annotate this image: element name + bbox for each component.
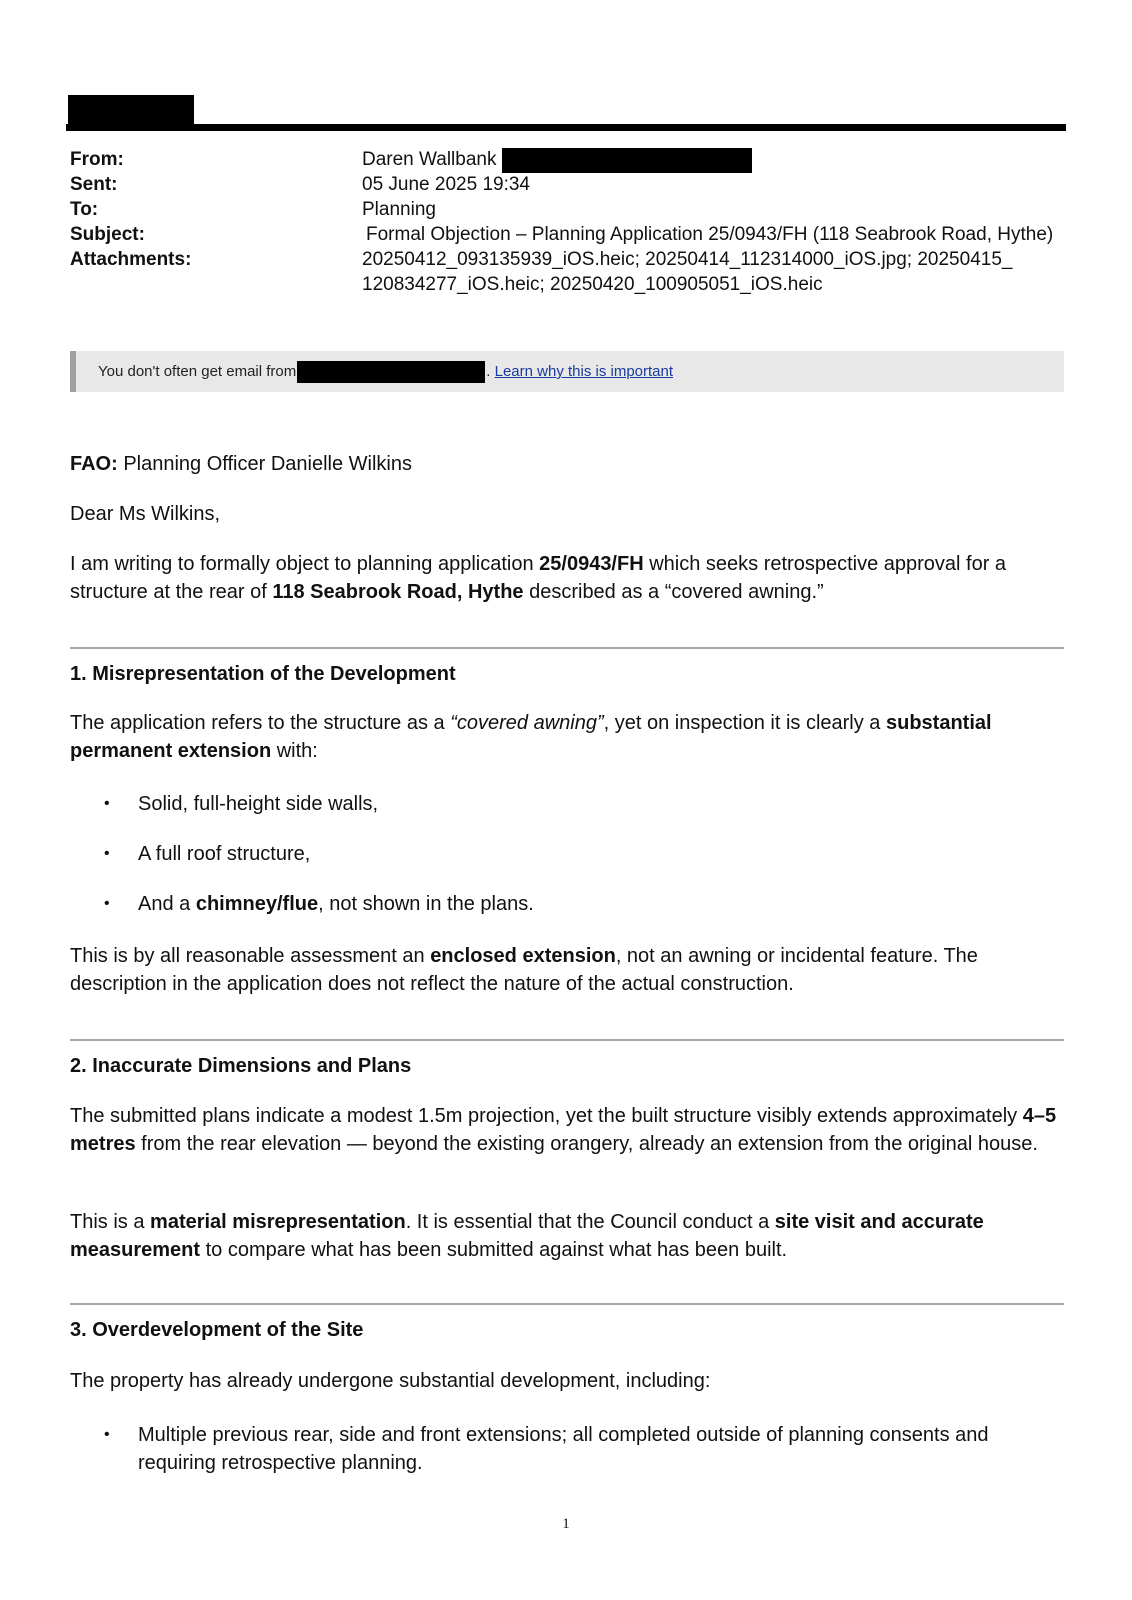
attachments-line-1[interactable]: 20250412_093135939_iOS.heic; 20250414_112314000_iOS.jpg; 20250415_: [362, 249, 1013, 270]
s2p2-text-b: . It is essential that the Council conduct a: [405, 1211, 775, 1233]
notice-suffix: .: [486, 363, 495, 380]
s2p2-text-c: to compare what has been submitted against what has been built.: [200, 1239, 788, 1261]
section-2-heading: 2. Inaccurate Dimensions and Plans: [70, 1055, 412, 1077]
application-reference: 25/0943/FH: [539, 553, 644, 575]
redaction-block-notice: [297, 361, 485, 383]
s2-text-a: The submitted plans indicate a modest 1.5m projection, yet the built structure visibly extends approximately: [70, 1105, 1023, 1127]
external-sender-notice: [70, 351, 1064, 392]
s2-bold: 4–5 metres: [70, 1105, 1057, 1155]
bullet-bold: chimney/flue: [195, 893, 319, 915]
section-1-heading: 1. Misrepresentation of the Development: [70, 663, 456, 685]
s2p2-bold-2: site visit and accurate measurement: [70, 1211, 984, 1261]
section-divider-2: [70, 1039, 1064, 1041]
s1-text-a: The application refers to the structure as a: [70, 712, 451, 734]
section-divider-1: [70, 647, 1064, 649]
bullet-text: Solid, full-height side walls,: [138, 793, 379, 815]
s1p2-text-a: This is by all reasonable assessment an: [70, 945, 431, 967]
fao-value: Planning Officer Danielle Wilkins: [117, 453, 412, 475]
sent-value: 05 June 2025 19:34: [362, 174, 530, 195]
bullet-glyph: •: [104, 895, 110, 912]
from-value: [362, 148, 1062, 173]
section-1-paragraph-1: [70, 709, 1060, 765]
bullet-glyph: •: [104, 1426, 110, 1443]
section-3-heading: 3. Overdevelopment of the Site: [70, 1319, 364, 1341]
attachments-label: Attachments:: [70, 249, 192, 270]
intro-text-3: described as a “covered awning.”: [523, 581, 824, 603]
section-1-paragraph-2: [70, 942, 1060, 998]
bullet-text-a: And a: [138, 893, 196, 915]
bullet-glyph: •: [104, 795, 110, 812]
site-address: 118 Seabrook Road, Hythe: [272, 581, 524, 603]
fao-line: [70, 450, 1070, 478]
s1-text-c: with:: [271, 740, 318, 762]
sender-name: Daren Wallbank: [362, 149, 497, 170]
section-3-paragraph-1: The property has already undergone substantial development, including:: [70, 1370, 711, 1392]
s1-bold: substantial permanent extension: [70, 712, 992, 762]
bullet-text: A full roof structure,: [138, 843, 311, 865]
bullet-text: Multiple previous rear, side and front extensions; all completed outside of planning consents and requiring retrospective planning.: [138, 1424, 989, 1474]
to-value: Planning: [362, 199, 436, 220]
s1p2-bold: enclosed extension: [430, 945, 616, 967]
redaction-block-header: [68, 95, 194, 127]
s2p2-text-a: This is a: [70, 1211, 151, 1233]
section-2-paragraph-2: [70, 1208, 1060, 1264]
bullet-text: [138, 890, 1058, 918]
section-2-paragraph-1: [70, 1102, 1060, 1158]
header-rule: [66, 124, 1066, 131]
subject-label: Subject:: [70, 224, 145, 245]
intro-text-2: which seeks retrospective approval for a structure at the rear of: [70, 553, 1007, 603]
sent-label: Sent:: [70, 174, 118, 195]
s1p2-text-b: , not an awning or incidental feature. The description in the application does not reflect the nature of the actual construction.: [70, 945, 978, 995]
bullet-glyph: •: [104, 845, 110, 862]
redaction-block-email: [502, 148, 752, 173]
s1-text-b: , yet on inspection it is clearly a: [603, 712, 886, 734]
notice-text: You don't often get email from: [98, 363, 297, 380]
intro-paragraph: [70, 550, 1060, 606]
page-number: 1: [562, 1516, 570, 1532]
subject-value: Formal Objection – Planning Application 25/0943/FH (118 Seabrook Road, Hythe): [366, 224, 1054, 245]
learn-why-link[interactable]: Learn why this is important: [494, 363, 674, 380]
s2-text-b: from the rear elevation — beyond the existing orangery, already an extension from the original house.: [135, 1133, 1038, 1155]
section-divider-3: [70, 1303, 1064, 1305]
bullet-text-b: , not shown in the plans.: [318, 893, 534, 915]
attachments-line-2[interactable]: 120834277_iOS.heic; 20250420_100905051_iOS.heic: [362, 274, 823, 295]
s1-quote: “covered awning”: [450, 712, 604, 734]
from-label: From:: [70, 149, 124, 170]
to-label: To:: [70, 199, 99, 220]
fao-label: FAO:: [70, 453, 118, 475]
s2p2-bold-1: material misrepresentation: [150, 1211, 406, 1233]
intro-text-1: I am writing to formally object to planning application: [70, 553, 540, 575]
greeting: Dear Ms Wilkins,: [70, 503, 221, 525]
